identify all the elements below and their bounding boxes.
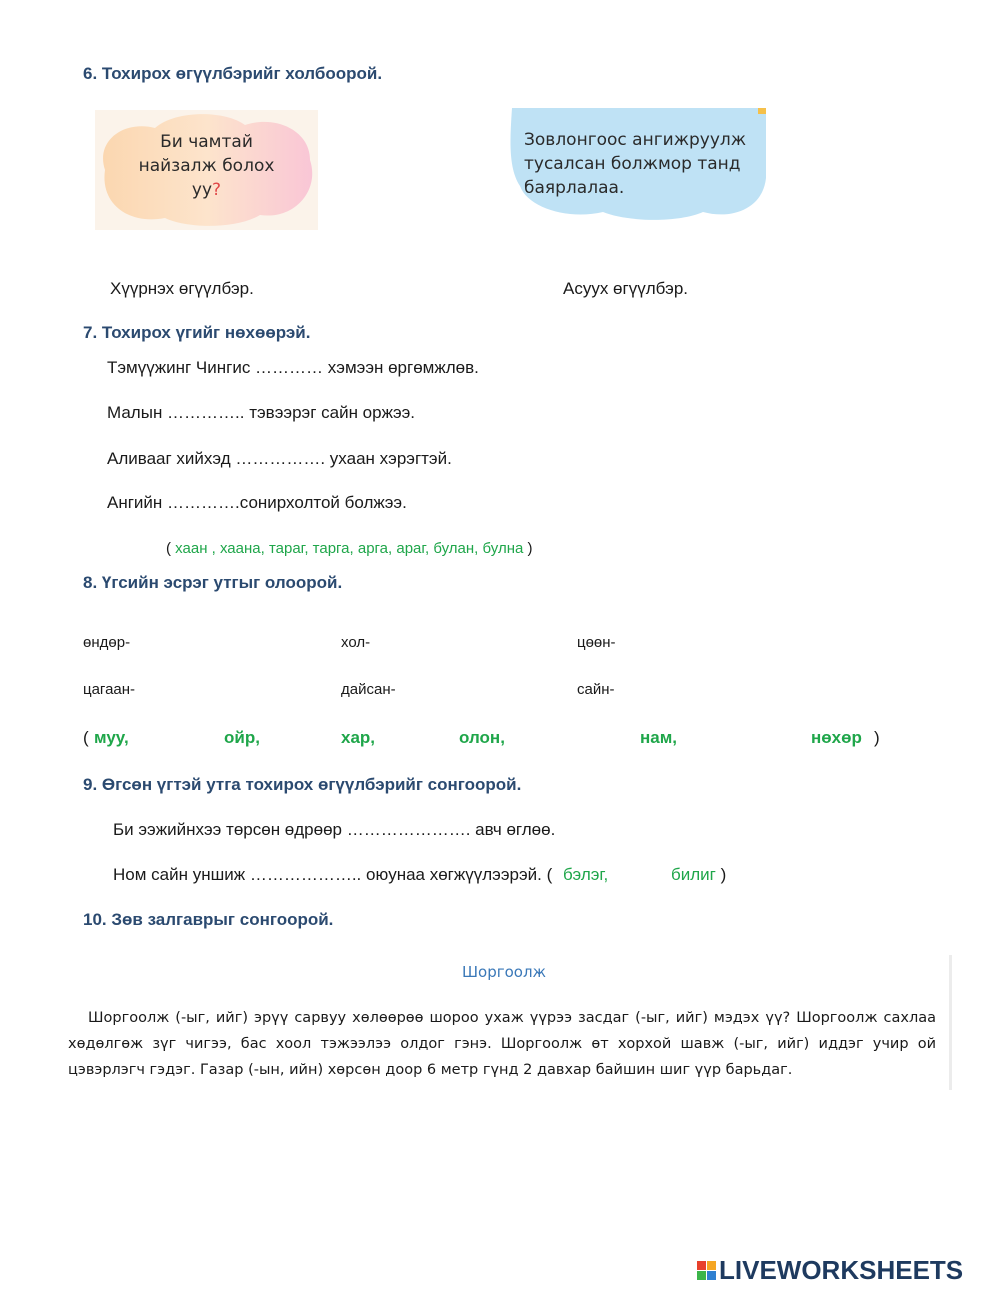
q9-close-paren: ) — [720, 865, 727, 884]
story-image — [60, 955, 952, 1090]
q8-word-4[interactable]: цагаан- — [83, 681, 136, 698]
cloud-right-line3: баярлалаа. — [524, 178, 625, 198]
q8-option-3: хар, — [341, 728, 376, 747]
story-title: Шоргоолж — [462, 963, 547, 981]
q6-heading: 6. Тохирох өгүүлбэрийг холбоорой. — [83, 64, 383, 83]
q8-word-6[interactable]: сайн- — [577, 681, 615, 698]
cloud-image-right — [508, 108, 766, 223]
q8-option-6: нөхөр — [811, 728, 862, 747]
cloud-image-left — [95, 110, 318, 230]
cloud-left-line1: Би чамтай — [160, 132, 253, 152]
cloud-left-line2: найзалж болох — [138, 156, 275, 176]
cloud-right-line2: тусалсан болжмор танд — [524, 154, 741, 174]
logo-squares-icon — [697, 1261, 716, 1280]
q7-heading: 7. Тохирох үгийг нөхөөрэй. — [83, 323, 311, 342]
q9-sentence-2[interactable]: Ном сайн уншиж ……………….. оюунаа хөгжүүлээрэй. ( — [113, 865, 553, 884]
q9-heading: 9. Өгсөн үгтэй утга тохирох өгүүлбэрийг сонгоорой. — [83, 775, 522, 794]
q8-option-5: нам, — [640, 728, 678, 747]
q9-sentence-1[interactable]: Би ээжийнхээ төрсөн өдрөөр …………………. авч өглөө. — [113, 820, 556, 839]
q9-option-1: бэлэг, — [562, 865, 609, 884]
story-image-edge — [949, 955, 952, 1090]
logo-text: LIVEWORKSHEETS — [719, 1255, 964, 1285]
q8-word-1[interactable]: өндөр- — [83, 634, 131, 651]
q8-word-2[interactable]: хол- — [341, 634, 371, 651]
q8-open-paren: ( — [83, 728, 89, 747]
q6-label-narrative[interactable]: Хүүрнэх өгүүлбэр. — [110, 279, 254, 298]
cloud-right-line1: Зовлонгоос ангижруулж — [524, 130, 747, 150]
q10-heading: 10. Зөв залгаврыг сонгоорой. — [83, 910, 334, 929]
cloud-left-question-mark: ? — [212, 180, 222, 200]
q6-label-question[interactable]: Асуух өгүүлбэр. — [563, 279, 689, 298]
q7-close-paren: ) — [527, 540, 533, 557]
story-text[interactable]: Шоргоолж (-ыг, ийг) эрүү сарвуу хөлөөрөө шороо ухаж үүрээ засдаг (-ыг, ийг) мэдэх үү? Шоргоолж сахлаа хөдөлгөж зүг чигээ, бас хоол тэжээлээ олдог гэнэ. Шоргоолж өт хорхой шавж (-ыг, ийг) иддэг учир ой цэвэрлэгч гэдэг. Газар (-ын, ийн) хөрсөн доор 6 метр гүнд 2 давхар байшин шиг үүр барьдаг. — [68, 1010, 936, 1078]
q7-open-paren: ( — [166, 540, 171, 557]
q7-sentence-4[interactable]: Ангийн ………….сонирхолтой болжээ. — [107, 493, 407, 512]
q8-heading: 8. Үгсийн эсрэг утгыг олоорой. — [83, 573, 343, 592]
q9-sentence-2-line — [113, 865, 726, 885]
q7-options: хаан , хаана, тараг, тарга, арга, араг, булан, булна — [175, 540, 524, 557]
q7-sentence-2[interactable]: Малын ………….. тэвээрэг сайн оржээ. — [107, 403, 416, 422]
q8-option-1: муу, — [94, 728, 129, 747]
q7-sentence-1[interactable]: Тэмүүжинг Чингис ………… хэмээн өргөмжлөв. — [107, 358, 479, 377]
q8-word-3[interactable]: цөөн- — [577, 634, 616, 651]
q9-option-2: билиг — [671, 865, 716, 884]
q7-word-bank — [166, 540, 533, 557]
q8-close-paren: ) — [874, 728, 880, 747]
cloud-left-line3: уу — [191, 180, 213, 200]
liveworksheets-logo — [697, 1255, 963, 1286]
q7-sentence-3[interactable]: Аливааг хийхэд ……………. ухаан хэрэгтэй. — [107, 449, 452, 468]
q8-option-2: ойр, — [224, 728, 260, 747]
q8-option-4: олон, — [459, 728, 505, 747]
q8-word-5[interactable]: дайсан- — [341, 681, 396, 698]
